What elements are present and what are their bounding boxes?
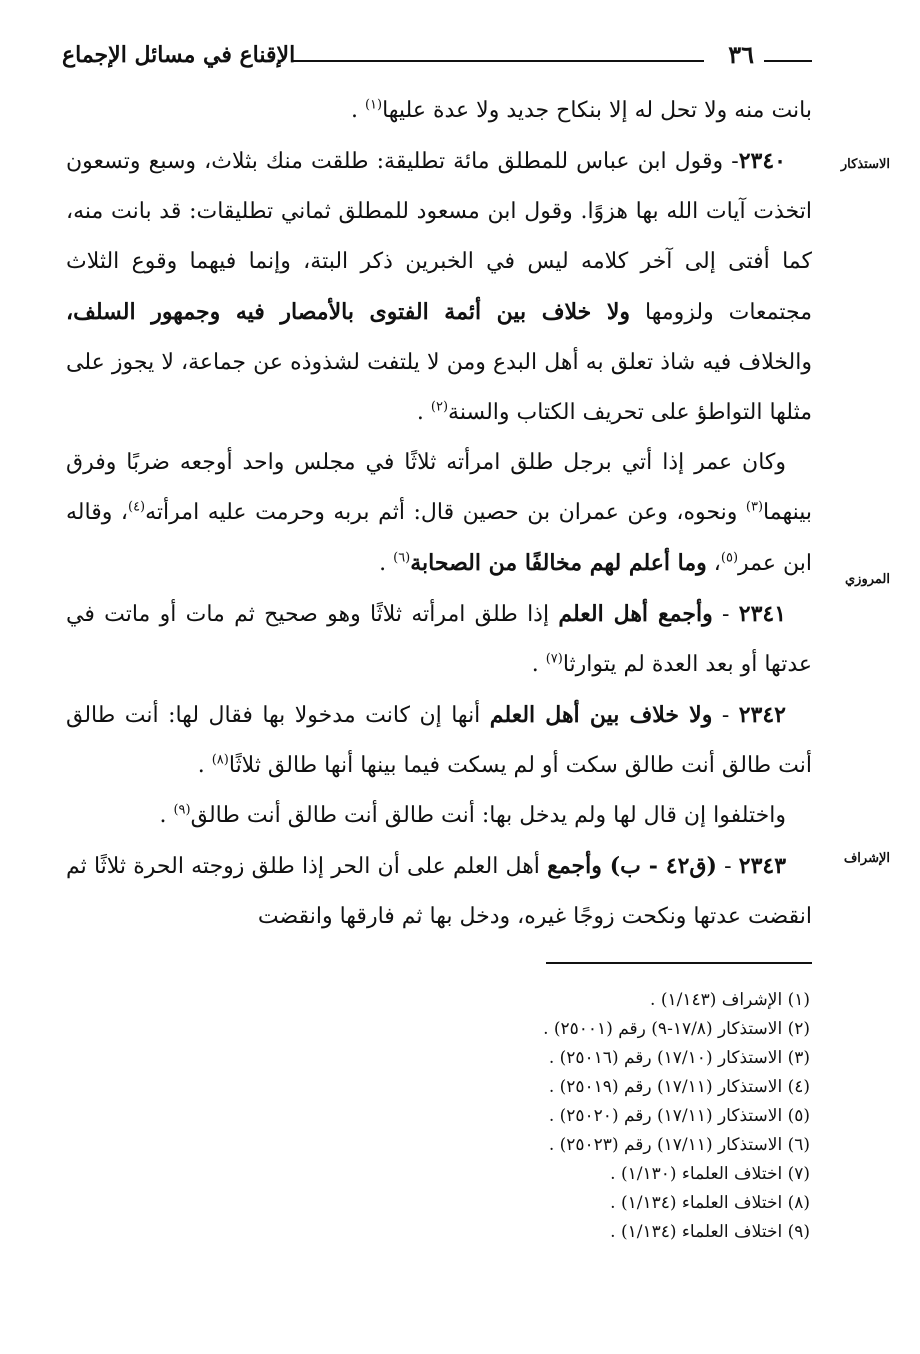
footnote-ref: (٢) (430, 399, 449, 415)
text-run: . (197, 753, 205, 778)
entry-number: ٢٣٤١ (738, 601, 787, 627)
page-header (62, 38, 812, 78)
paragraph-2342 (66, 690, 812, 791)
footnote-item: (٥) الاستذكار (١٧/١١) رقم (٢٥٠٢٠) . (548, 1106, 810, 1126)
text-run: . (350, 98, 358, 123)
text-run: . (159, 803, 167, 828)
footnote-item: (٤) الاستذكار (١٧/١١) رقم (٢٥٠١٩) . (548, 1077, 810, 1097)
paragraph-2343 (66, 841, 812, 942)
bold-text: وما أعلم لهم مخالفًا من الصحابة (410, 550, 707, 576)
text-run: بانت منه ولا تحل له إلا بنكاح جديد ولا عدة عليها (382, 98, 812, 123)
entry-number: ٢٣٤٠ (738, 148, 786, 174)
text-run: والخلاف فيه شاذ تعلق به أهل البدع ومن لا يلتفت لشذوذه عن جماعة، لا يجوز على مثلها التواطؤ على تحريف الكتاب والسنة (66, 350, 812, 425)
text-run: ، وقاله ابن عمر (66, 500, 812, 576)
bold-text: ولا خلاف بين أئمة الفتوى بالأمصار فيه وجمهور السلف، (66, 299, 631, 325)
text-run: . (416, 400, 424, 425)
book-title: الإقناع في مسائل الإجماع (62, 42, 296, 68)
text-run: ، (713, 551, 721, 576)
footnote-item: (٩) اختلاف العلماء (١/١٣٤) . (610, 1222, 810, 1242)
text-run: واختلفوا إن قال لها ولم يدخل بها: أنت طالق أنت طالق أنت طالق (190, 803, 786, 828)
text-run: . (531, 652, 539, 677)
text-run: ونحوه، وعن عمران بن حصين قال: أثم بربه وحرمت عليه امرأته (145, 500, 738, 525)
bold-text: وأجمع أهل العلم (558, 601, 713, 627)
text-run: - (721, 703, 730, 728)
footnote-ref: (٤) (127, 499, 146, 515)
text-run: . (379, 551, 387, 576)
footnote-ref: (١) (364, 97, 383, 113)
text-run: - (724, 854, 732, 879)
margin-note-marwazi: المروزي (845, 572, 890, 587)
page-number: ٣٦ (728, 40, 754, 69)
paragraph-continuation (66, 86, 812, 136)
footnote-ref: (٦) (393, 550, 411, 566)
footnotes (290, 986, 810, 1247)
footnote-ref: (٣) (745, 499, 764, 515)
footnote-item: (٢) الاستذكار (١٧/٨-٩) رقم (٢٥٠٠١) . (543, 1019, 810, 1039)
paragraph-2341 (66, 589, 812, 690)
footnote-separator (546, 962, 812, 964)
main-text (66, 86, 812, 942)
text-run: أهل العلم على أن الحر إذا طلق زوجته الحرة ثلاثًا ثم انقضت عدتها ونكحت زوجًا غيره، ودخل بها ثم فارقها وانقضت (66, 854, 812, 929)
paragraph-umar (66, 438, 812, 589)
paragraph-2340 (66, 136, 812, 438)
header-rule-right (764, 60, 812, 62)
footnote-ref: (٥) (720, 550, 739, 566)
footnote-item: (٧) اختلاف العلماء (١/١٣٠) . (610, 1164, 810, 1184)
header-rule-middle (292, 60, 704, 62)
footnote-ref: (٧) (545, 651, 563, 667)
text-run: - (722, 602, 730, 627)
footnote-item: (١) الإشراف (١/١٤٣) . (650, 990, 810, 1010)
margin-note-istidhkar: الاستذكار (840, 157, 890, 172)
footnote-ref: (٨) (211, 752, 229, 768)
bold-text: ولا خلاف بين أهل العلم (489, 702, 713, 728)
text-run: إذا طلق امرأته ثلاثًا وهو صحيح ثم مات أو ماتت في عدتها أو بعد العدة لم يتوارثا (66, 602, 812, 677)
paragraph-disagreement (66, 791, 812, 841)
text-run: - وقول ابن عباس للمطلق مائة تطليقة: طلقت منك بثلاث، وسبع وتسعون اتخذت آيات الله بها هزوًا. وقول ابن مسعود للمطلق ثماني تطليقات: قد بانت منه، كما أفتى إلى آخر كلامه ليس في الخبرين ذكر البتة، وإنما فيهما وقوع الثلاث مجتمعات ولزومها (66, 149, 812, 325)
footnote-ref: (٩) (173, 802, 191, 818)
bold-text: (ق٤٢ - ب) وأجمع (547, 853, 717, 879)
footnote-item: (٣) الاستذكار (١٧/١٠) رقم (٢٥٠١٦) . (548, 1048, 810, 1068)
entry-number: ٢٣٤٣ (738, 853, 787, 879)
text-run: أنها إن كانت مدخولا بها فقال لها: أنت طالق أنت طالق أنت طالق سكت أو لم يسكت فيما بينها أنها طالق ثلاثًا (66, 703, 812, 778)
text-run: وكان عمر إذا أتي برجل طلق امرأته ثلاثًا في مجلس واحد أوجعه ضربًا وفرق بينهما (66, 450, 813, 525)
margin-note-ishraf: الإشراف (843, 851, 890, 866)
entry-number: ٢٣٤٢ (738, 702, 786, 728)
footnote-item: (٨) اختلاف العلماء (١/١٣٤) . (610, 1193, 810, 1213)
footnote-item: (٦) الاستذكار (١٧/١١) رقم (٢٥٠٢٣) . (548, 1135, 810, 1155)
